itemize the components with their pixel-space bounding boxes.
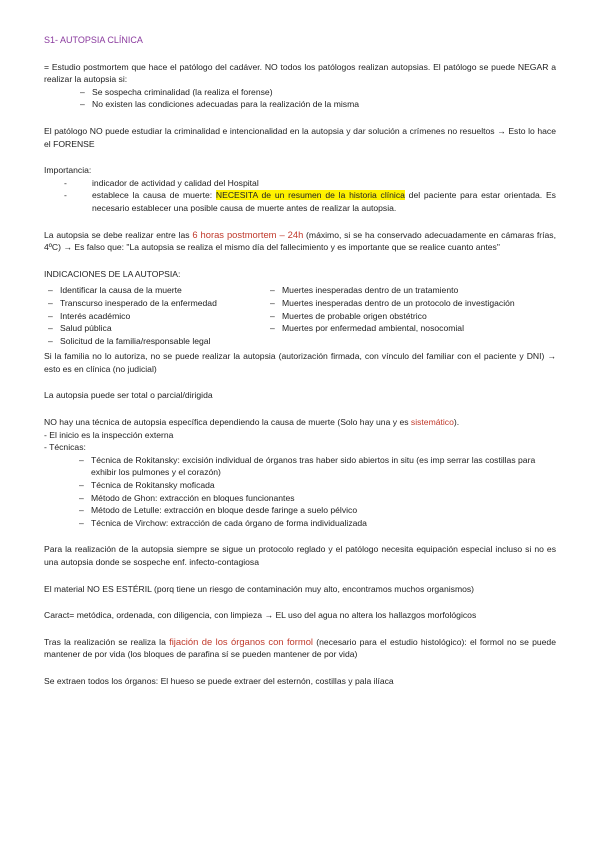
list-item: – Técnica de Rokitansky moficada xyxy=(44,479,556,492)
tecnica-bullet: - El inicio es la inspección externa xyxy=(44,429,174,440)
list-item: – Método de Letulle: extracción en bloque desde faringe a suelo pélvico xyxy=(44,504,556,517)
indicaciones-right-list xyxy=(266,284,556,347)
familia-note: Si la familia no lo autoriza, no se puede realizar la autopsia (autorización firmada, con vínculo del familiar con el paciente y DNI) → esto es en clínica (no judicial) xyxy=(44,351,556,374)
red-highlight: 6 horas postmortem – 24h xyxy=(192,228,304,240)
list-item: – Muertes inesperadas dentro de un protocolo de investigación xyxy=(266,297,556,310)
list-item: – Técnica de Virchow: extracción de cada órgano de forma individualizada xyxy=(44,517,556,530)
list-item: – Transcurso inesperado de la enfermedad xyxy=(44,297,266,310)
tecnica-section xyxy=(44,416,556,529)
list-item: – No existen las condiciones adecuadas para la realización de la misma xyxy=(44,98,556,111)
list-item: – Muertes por enfermedad ambiental, nosocomial xyxy=(266,322,556,335)
fijacion-paragraph xyxy=(44,636,556,661)
list-item: – Método de Ghon: extracción en bloques funcionantes xyxy=(44,492,556,505)
indicaciones-heading: INDICACIONES DE LA AUTOPSIA: xyxy=(44,268,181,279)
list-item: – Muertes de probable origen obstétrico xyxy=(266,310,556,323)
timing-pre: La autopsia se debe realizar entre las xyxy=(44,229,193,240)
indicaciones-section xyxy=(44,268,556,348)
tecnica-bullet-text: El inicio es la inspección externa xyxy=(49,429,174,440)
tecnica-pre: NO hay una técnica de autopsia específica dependiendo la causa de muerte (Solo hay una y es xyxy=(44,417,411,428)
indicaciones-left-list xyxy=(44,284,266,347)
material-paragraph: El material NO ES ESTÉRIL (porq tiene un riesgo de contaminación muy alto, encontramos muchos organismos) xyxy=(44,583,475,594)
intro-text: = Estudio postmortem que hace el patólogo del cadáver. NO todos los patólogos realizan autopsias. El patólogo se puede NEGAR a realizar la autopsia si: xyxy=(44,61,556,85)
tecnica-bullet: - Técnicas: xyxy=(44,442,86,453)
importancia-heading: Importancia: xyxy=(44,165,92,176)
intro-list xyxy=(44,86,556,111)
protocolo-paragraph: Para la realización de la autopsia siempre se sigue un protocolo reglado y el patólogo necesita equipación especial incluso si no es una autopsia donde se sospeche enf. infecto-contagiosa xyxy=(44,544,556,567)
organos-paragraph: Se extraen todos los órganos: El hueso se puede extraer del esternón, costillas y pala ilíaca xyxy=(44,675,394,686)
list-item: – Se sospecha criminalidad (la realiza el forense) xyxy=(44,86,556,99)
list-item: – Muertes inesperadas dentro de un tratamiento xyxy=(266,284,556,297)
list-item: – Identificar la causa de la muerte xyxy=(44,284,266,297)
fijacion-pre: Tras la realización se realiza la xyxy=(44,636,170,647)
red-highlight: sistemático xyxy=(410,417,454,428)
indicaciones-columns xyxy=(44,284,556,347)
importancia-item2-post: del paciente para estar orientada. Es necesario establecer una posible causa de muerte antes de realizar la autopsia. xyxy=(92,190,556,213)
list-item: – Solicitud de la familia/responsable legal xyxy=(44,335,266,348)
tecnica-intro xyxy=(44,416,556,429)
intro-section xyxy=(44,61,556,111)
techniques-list xyxy=(44,454,556,530)
list-item xyxy=(44,189,556,214)
page-title: S1- AUTOPSIA CLÍNICA xyxy=(44,35,143,45)
caract-paragraph: Caract= metódica, ordenada, con diligencia, con limpieza → EL uso del agua no altera los hallazgos morfológicos xyxy=(44,610,477,621)
timing-paragraph xyxy=(44,229,556,254)
tecnica-post: ). xyxy=(453,417,460,428)
fijacion-post: (necesario para el estudio histológico): el formol no se puede mantener de por vida (los bloques de parafina sí se pueden mantener de por vida) xyxy=(44,636,556,660)
list-item: – Interés académico xyxy=(44,310,266,323)
document-page xyxy=(44,34,556,702)
forense-note: El patólogo NO puede estudiar la criminalidad e intencionalidad en la autopsia y dar solución a crímenes no resueltos → Esto lo hace el FORENSE xyxy=(44,125,556,149)
list-item: - indicador de actividad y calidad del Hospital xyxy=(44,177,556,190)
importancia-section xyxy=(44,164,556,214)
timing-post: (máximo, si se ha conservado adecuadamente en cámaras frías, 4ºC) → Es falso que: "La autopsia se realiza el mismo día del fallecimiento y es importante que se realice cuanto antes" xyxy=(44,229,556,253)
total-parcial-note: La autopsia puede ser total o parcial/dirigida xyxy=(44,390,213,401)
red-highlight: fijación de los órganos con formol xyxy=(169,635,313,647)
highlighted-text: NECESITA de un resumen de la historia clínica xyxy=(215,190,405,201)
tecnica-bullet-text: Técnicas: xyxy=(49,442,86,453)
importancia-list xyxy=(44,177,556,215)
list-item: – Técnica de Rokitansky: excisión individual de órganos tras haber sido abiertos in situ (es imp serrar las costillas para exhibir los pulmones y el corazón) xyxy=(44,454,556,479)
list-item: – Salud pública xyxy=(44,322,266,335)
importancia-item2-pre: establece la causa de muerte: xyxy=(92,190,216,201)
